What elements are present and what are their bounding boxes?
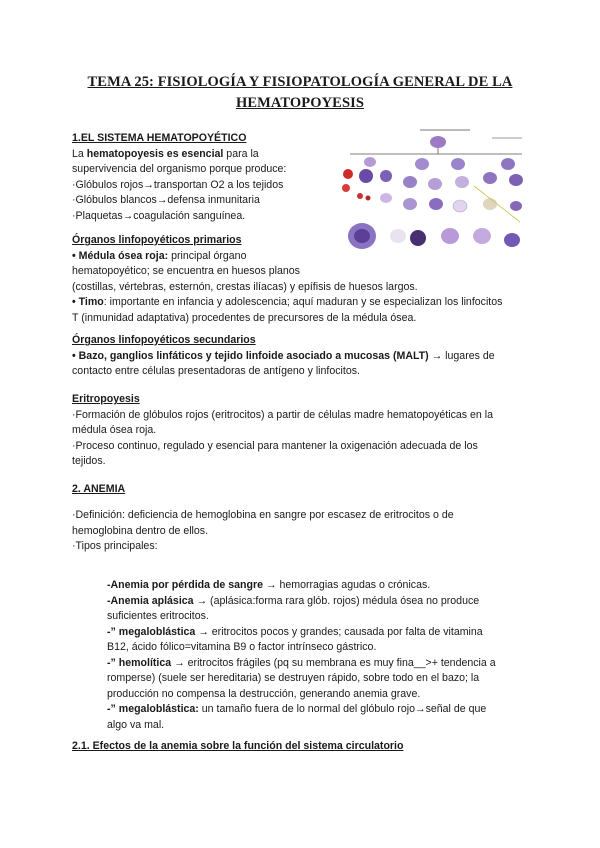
text-run: : importante en infancia y adolescencia; aquí maduran y se especializan los linfocitos — [103, 296, 503, 308]
text-line: supervivencia del organismo porque produce: — [72, 163, 287, 175]
title-line-2: HEMATOPOYESIS — [235, 95, 365, 111]
text-line: (costillas, vértebras, esternón, crestas ilíacas) y epífisis de huesos largos. — [72, 280, 418, 293]
text-run: → eritrocitos frágiles (pq su membrana es muy fina__>+ tendencia a — [171, 656, 496, 669]
bold-text: hematopoyesis es esencial — [86, 147, 224, 160]
text-line: ·Proceso continuo, regulado y esencial para mantener la oxigenación adecuada de los — [72, 439, 478, 452]
section-erythropoiesis — [72, 392, 540, 470]
section-anemia — [72, 482, 540, 498]
text-run: principal órgano — [168, 249, 247, 262]
document-title — [60, 72, 540, 114]
section-heading: 1.EL SISTEMA HEMATOPOYÉTICO — [72, 132, 247, 144]
text-run: → lugares de — [428, 349, 495, 362]
text-line: ·Glóbulos rojos→transportan O2 a los tejidos — [72, 178, 284, 191]
bold-text: -” hemolítica — [107, 656, 172, 669]
list-item — [107, 578, 520, 594]
list-item — [107, 594, 520, 610]
text-line: médula ósea roja. — [72, 424, 157, 436]
list-item — [107, 656, 520, 672]
section-secondary-organs — [72, 333, 540, 380]
text-run: un tamaño fuera de lo normal del glóbulo rojo→señal de que — [198, 703, 487, 715]
section-heading: 2.1. Efectos de la anemia sobre la función del sistema circulatorio — [72, 740, 404, 752]
text-line — [72, 349, 540, 365]
list-item — [107, 702, 520, 718]
title-line-1: TEMA 25: FISIOLOGÍA Y FISIOPATOLOGÍA GENERAL DE LA — [87, 74, 513, 90]
section-heading: Órganos linfopoyéticos secundarios — [72, 334, 256, 346]
text-line — [72, 249, 540, 265]
bold-text: -Anemia aplásica — [107, 594, 194, 607]
text-line: T (inmunidad adaptativa) procedentes de precursores de la médula ósea. — [72, 311, 417, 324]
text-line: suficientes eritrocitos. — [107, 610, 209, 622]
bold-text: • Bazo, ganglios linfáticos y tejido linfoide asociado a mucosas (MALT) — [72, 349, 429, 362]
text-line: ·Glóbulos blancos→defensa inmunitaria — [72, 194, 260, 206]
anemia-types-list — [107, 578, 520, 733]
bold-text: -Anemia por pérdida de sangre — [107, 579, 263, 591]
bold-text: • Timo — [72, 296, 104, 308]
section-heading: 2. ANEMIA — [72, 483, 126, 495]
text-line: romperse) (suele ser hereditaria) se destruyen rápido, sobre todo en el bazo; la — [107, 672, 480, 684]
text-line: ·Plaquetas→coagulación sanguínea. — [72, 209, 246, 222]
text-run: → eritrocitos pocos y grandes; causada por falta de vitamina — [195, 625, 483, 638]
text-line: hemoglobina dentro de ellos. — [72, 524, 209, 537]
text-run: La — [72, 147, 87, 160]
text-line: ·Definición: deficiencia de hemoglobina en sangre por escasez de eritrocitos o de — [72, 509, 454, 521]
text-line — [72, 147, 338, 163]
section-circulatory-effects — [72, 739, 540, 755]
text-line: producción no compensa la destrucción, generando anemia grave. — [107, 687, 421, 700]
section-primary-organs — [72, 233, 540, 326]
bold-text: -” megaloblástica: — [107, 703, 199, 715]
section-hematopoietic-system — [72, 131, 338, 224]
text-line: ·Tipos principales: — [72, 540, 158, 552]
section-heading: Órganos linfopoyéticos primarios — [72, 234, 242, 246]
text-line: tejidos. — [72, 455, 106, 467]
text-run: → hemorragias agudas o crónicas. — [263, 579, 431, 591]
anemia-definition — [72, 508, 540, 555]
bold-text: • Médula ósea roja: — [72, 249, 169, 262]
text-run: → (aplásica:forma rara glób. rojos) médula ósea no produce — [193, 594, 480, 607]
section-heading: Eritropoyesis — [72, 393, 140, 405]
text-line: B12, ácido fólico=vitamina B9 o factor intrínseco gástrico. — [107, 641, 377, 653]
bold-text: -” megaloblástica — [107, 625, 196, 638]
text-line: ·Formación de glóbulos rojos (eritrocitos) a partir de células madre hematopoyéticas en la — [72, 408, 494, 421]
list-item — [107, 625, 520, 641]
text-line: contacto entre células presentadoras de antígeno y linfocitos. — [72, 365, 360, 377]
text-line — [72, 295, 540, 311]
text-run: para la — [223, 147, 259, 160]
text-line: algo va mal. — [107, 718, 165, 731]
text-line: hematopoyético; se encuentra en huesos planos — [72, 265, 300, 277]
